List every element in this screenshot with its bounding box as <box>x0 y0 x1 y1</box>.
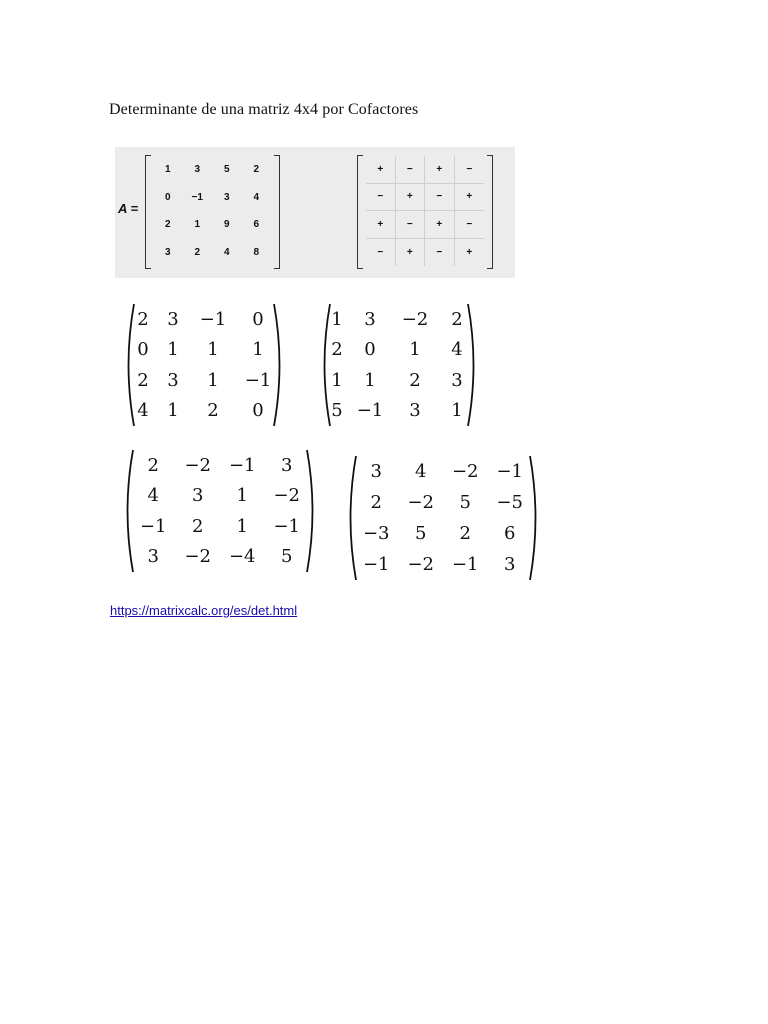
matrix-cell: 3 <box>167 369 179 391</box>
matrix-cell: 3 <box>504 554 516 575</box>
matrixcalc-link[interactable]: https://matrixcalc.org/es/det.html <box>110 603 298 618</box>
matrix-3 <box>121 448 319 574</box>
matrix-cell: 2 <box>207 400 219 422</box>
matrix-cell: −2 <box>407 554 435 575</box>
matrix-cell: 2 <box>137 308 149 330</box>
matrix-cell: 4 <box>223 246 230 258</box>
matrix-cell: 0 <box>164 191 171 203</box>
sign-matrix-grid <box>366 156 484 266</box>
matrix-cell: 1 <box>331 369 343 391</box>
matrix-cell: −1 <box>199 308 227 330</box>
matrix-cell: −1 <box>451 554 479 575</box>
matrix-cell: 5 <box>331 400 343 422</box>
matrix-cell: 1 <box>207 369 219 391</box>
matrix-cell: + <box>466 246 473 258</box>
matrix-cell: 9 <box>223 219 230 231</box>
matrix-cell: 1 <box>364 369 376 391</box>
matrix-cell: −1 <box>139 515 167 537</box>
left-bracket <box>145 155 151 269</box>
matrix-cell: 1 <box>164 164 171 176</box>
matrix-cell: −2 <box>401 308 429 330</box>
matrix-cell: 0 <box>137 339 149 361</box>
matrix-cell: 2 <box>253 164 260 176</box>
matrix-cell: −1 <box>244 369 272 391</box>
matrix-cell: 3 <box>223 191 230 203</box>
matrix-cell: + <box>425 156 455 184</box>
matrix-cell: 3 <box>164 246 171 258</box>
matrix-cell: 3 <box>281 454 293 476</box>
matrix-cell: −2 <box>407 492 435 513</box>
matrix-cell: 1 <box>207 339 219 361</box>
matrix-cell: 2 <box>164 219 171 231</box>
matrix-cell: 0 <box>364 339 376 361</box>
matrix-cell: 1 <box>451 400 463 422</box>
matrix-cell: 1 <box>194 219 201 231</box>
matrix-4-grid <box>354 456 532 580</box>
cofactor-figure <box>115 147 515 278</box>
matrix-cell: − <box>396 211 426 239</box>
matrix-4 <box>344 454 542 582</box>
page-title: Determinante de una matriz 4x4 por Cofactores <box>109 101 419 118</box>
matrix-cell: −2 <box>184 546 212 568</box>
matrix-cell: − <box>366 239 396 267</box>
matrix-a-grid <box>153 156 271 266</box>
matrix-cell: 2 <box>137 369 149 391</box>
matrix-cell: 4 <box>415 461 427 482</box>
matrix-a <box>145 147 280 278</box>
matrix-cell: 2 <box>331 339 343 361</box>
matrix-cell: − <box>455 156 485 184</box>
matrix-cell: 4 <box>147 485 159 507</box>
matrix-cell: 3 <box>364 308 376 330</box>
matrix-cell: −2 <box>451 461 479 482</box>
matrix-cell: 1 <box>236 515 248 537</box>
matrix-cell: −1 <box>273 515 301 537</box>
matrix-cell: 2 <box>409 369 421 391</box>
matrix-cell: 3 <box>451 369 463 391</box>
matrix-cell: − <box>455 211 485 239</box>
matrix-cell: 5 <box>223 164 230 176</box>
matrix-cell: 2 <box>459 523 471 544</box>
matrix-cell: 3 <box>194 164 201 176</box>
matrix-cell: 0 <box>252 400 264 422</box>
matrix-cell: 5 <box>459 492 471 513</box>
matrix-cell: + <box>366 211 396 239</box>
left-bracket <box>357 155 363 269</box>
matrix-2 <box>318 302 480 428</box>
right-bracket <box>487 155 493 269</box>
matrix-cell: 1 <box>409 339 421 361</box>
matrix-cell: − <box>366 184 396 212</box>
matrix-cell: 3 <box>192 485 204 507</box>
matrix-cell: −4 <box>228 546 256 568</box>
matrix-cell: 1 <box>252 339 264 361</box>
matrix-a-label: A = <box>118 201 139 216</box>
matrix-cell: + <box>366 156 396 184</box>
matrix-cell: 0 <box>252 308 264 330</box>
matrix-cell: 2 <box>192 515 204 537</box>
matrix-cell: + <box>455 184 485 212</box>
matrix-cell: 4 <box>137 400 149 422</box>
matrix-cell: − <box>425 239 455 267</box>
right-bracket <box>274 155 280 269</box>
matrix-cell: 3 <box>409 400 421 422</box>
matrix-1 <box>122 302 286 428</box>
matrix-cell: −1 <box>356 400 384 422</box>
matrix-cell: 1 <box>167 400 179 422</box>
matrix-cell: 3 <box>167 308 179 330</box>
matrix-cell: −2 <box>184 454 212 476</box>
matrix-cell: 3 <box>147 546 159 568</box>
matrix-cell: 1 <box>167 339 179 361</box>
matrix-cell: 2 <box>370 492 382 513</box>
matrix-cell: + <box>396 184 426 212</box>
matrix-cell: −1 <box>228 454 256 476</box>
matrix-2-grid <box>324 304 474 426</box>
matrix-cell: 5 <box>415 523 427 544</box>
matrix-cell: 1 <box>331 308 343 330</box>
sign-matrix <box>357 147 493 278</box>
matrix-cell: −1 <box>191 191 203 203</box>
matrix-cell: −3 <box>362 523 390 544</box>
matrix-cell: 1 <box>236 485 248 507</box>
matrix-cell: 2 <box>147 454 159 476</box>
matrix-cell: 8 <box>253 246 260 258</box>
matrix-cell: 6 <box>504 523 516 544</box>
matrix-cell: − <box>396 156 426 184</box>
matrix-cell: + <box>425 211 455 239</box>
matrix-cell: −1 <box>496 461 524 482</box>
matrix-3-grid <box>131 450 309 572</box>
matrix-cell: 5 <box>281 546 293 568</box>
matrix-1-grid <box>128 304 278 426</box>
matrix-cell: 2 <box>194 246 201 258</box>
matrix-cell: −5 <box>496 492 524 513</box>
matrix-cell: − <box>425 184 455 212</box>
matrix-cell: 4 <box>451 339 463 361</box>
matrix-cell: 2 <box>451 308 463 330</box>
matrix-cell: 6 <box>253 219 260 231</box>
matrix-cell: + <box>396 239 426 267</box>
matrix-cell: 3 <box>370 461 382 482</box>
matrix-cell: −2 <box>273 485 301 507</box>
matrix-cell: −1 <box>362 554 390 575</box>
matrix-cell: 4 <box>253 191 260 203</box>
